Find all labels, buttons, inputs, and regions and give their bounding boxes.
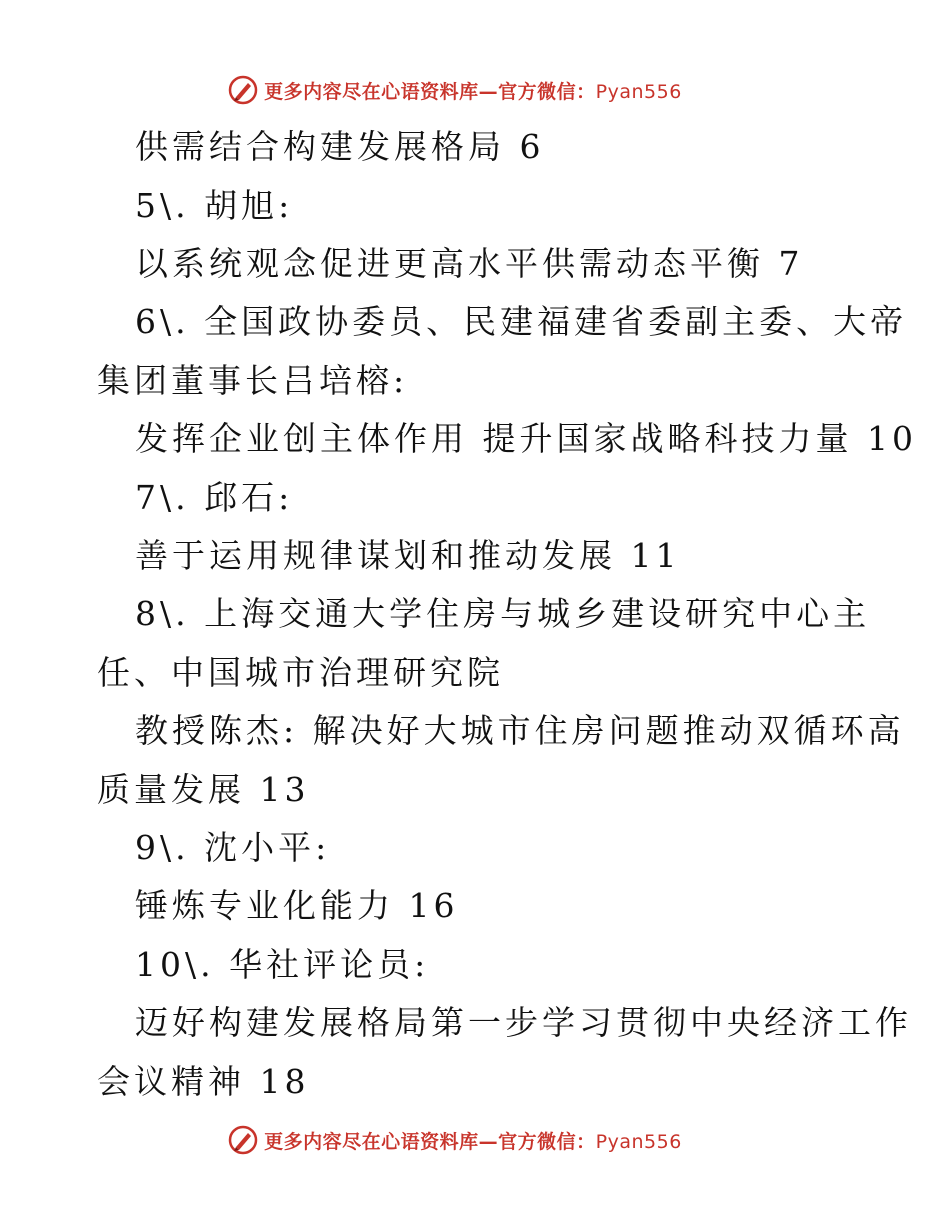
pen-logo-icon (228, 1125, 258, 1155)
toc-line: 教授陈杰: 解决好大城市住房问题推动双循环高 (135, 711, 905, 750)
watermark-text: 更多内容尽在心语资料库—官方微信：Pyan556 (264, 1130, 682, 1153)
toc-line: 集团董事长吕培榕: (97, 361, 409, 400)
toc-line: 10\. 华社评论员: (135, 945, 430, 984)
toc-line: 锤炼专业化能力 16 (135, 886, 459, 925)
toc-line: 善于运用规律谋划和推动发展 11 (135, 536, 681, 575)
watermark-text: 更多内容尽在心语资料库—官方微信：Pyan556 (264, 80, 682, 103)
toc-line: 发挥企业创主体作用 提升国家战略科技力量 10 (135, 419, 917, 458)
footer-watermark (0, 1122, 950, 1158)
toc-line: 7\. 邱石: (135, 478, 294, 517)
toc-line: 会议精神 18 (97, 1062, 310, 1101)
toc-line: 9\. 沈小平: (135, 828, 331, 867)
toc-line: 6\. 全国政协委员、民建福建省委副主委、大帝 (135, 302, 908, 341)
toc-line: 供需结合构建发展格局 6 (135, 127, 545, 166)
toc-line: 任、中国城市治理研究院 (97, 653, 504, 692)
toc-line: 8\. 上海交通大学住房与城乡建设研究中心主 (135, 594, 871, 633)
toc-line: 5\. 胡旭: (135, 186, 294, 225)
toc-line: 迈好构建发展格局第一步学习贯彻中央经济工作 (135, 1003, 912, 1042)
toc-line: 质量发展 13 (97, 770, 310, 809)
toc-line: 以系统观念促进更高水平供需动态平衡 7 (135, 244, 804, 283)
